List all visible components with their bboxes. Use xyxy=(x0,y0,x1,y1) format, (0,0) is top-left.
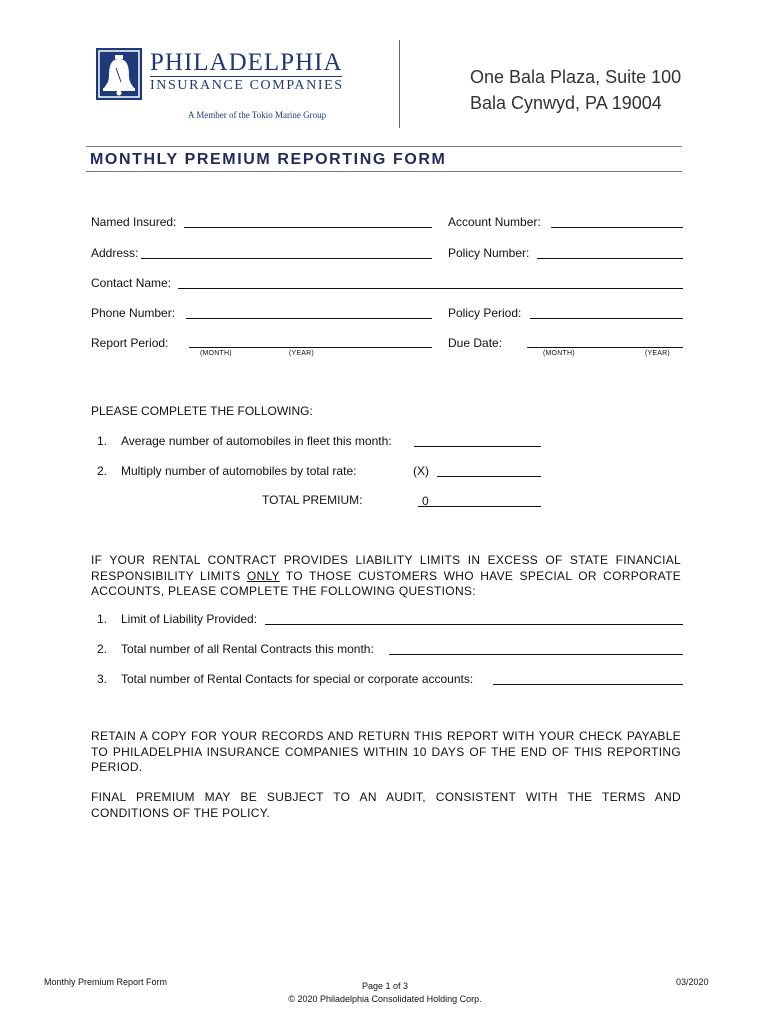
due-date-label: Due Date: xyxy=(448,336,503,350)
instructions-only-emphasis: ONLY xyxy=(246,568,280,583)
liability-limit-field[interactable] xyxy=(265,624,683,625)
q1-label: Limit of Liability Provided: xyxy=(121,612,258,626)
report-year-hint: (YEAR) xyxy=(289,350,314,357)
title-top-rule xyxy=(86,146,682,147)
rental-contracts-field[interactable] xyxy=(389,654,683,655)
policy-period-field[interactable] xyxy=(530,318,683,319)
footer-date: 03/2020 xyxy=(676,977,709,987)
due-month-hint: (MONTH) xyxy=(543,350,575,357)
company-address xyxy=(470,64,681,116)
retain-copy-notice: RETAIN A COPY FOR YOUR RECORDS AND RETURN THIS REPORT WITH YOUR CHECK PAYABLE TO PHILADELPHIA INSURANCE COMPANIES WITHIN 10 DAYS OF THE END OF THIS REPORTING PERIOD. xyxy=(91,729,681,774)
report-period-label: Report Period: xyxy=(91,336,169,350)
item2-number: 2. xyxy=(97,464,108,478)
item1-number: 1. xyxy=(97,434,108,448)
rental-contract-instructions xyxy=(91,553,681,600)
account-number-label: Account Number: xyxy=(448,215,541,229)
account-number-field[interactable] xyxy=(551,227,683,228)
instructions-part-1: IF YOUR RENTAL CONTRACT PROVIDES LIABILITY LIMITS IN EXCESS OF STATE FINANCIAL RESPONSIBILITY LIMITS xyxy=(91,553,681,583)
policy-number-label: Policy Number: xyxy=(448,246,530,260)
instructions-part-2: TO THOSE CUSTOMERS WHO HAVE SPECIAL OR CORPORATE ACCOUNTS, PLEASE COMPLETE THE FOLLOWING QUESTIONS: xyxy=(91,568,682,598)
q2-label: Total number of all Rental Contracts this month: xyxy=(121,642,374,656)
company-name: PHILADELPHIA xyxy=(150,49,343,76)
due-year-hint: (YEAR) xyxy=(645,350,670,357)
due-date-field[interactable] xyxy=(527,347,683,348)
total-premium-field[interactable] xyxy=(418,506,541,507)
policy-period-label: Policy Period: xyxy=(448,306,522,320)
phone-number-label: Phone Number: xyxy=(91,306,176,320)
form-title: MONTHLY PREMIUM REPORTING FORM xyxy=(90,151,447,168)
item2-label: Multiply number of automobiles by total rate: xyxy=(121,464,357,478)
header-divider xyxy=(399,40,400,128)
report-period-field[interactable] xyxy=(189,347,432,348)
footer-copyright: © 2020 Philadelphia Consolidated Holding Corp. xyxy=(288,994,482,1004)
report-month-hint: (MONTH) xyxy=(200,350,232,357)
q2-number: 2. xyxy=(97,642,108,656)
q3-number: 3. xyxy=(97,672,108,686)
named-insured-field[interactable] xyxy=(184,227,432,228)
address-line-2: Bala Cynwyd, PA 19004 xyxy=(470,93,662,113)
item1-label: Average number of automobiles in fleet this month: xyxy=(121,434,392,448)
footer-form-name: Monthly Premium Report Form xyxy=(44,977,168,987)
company-subname: INSURANCE COMPANIES xyxy=(150,78,344,93)
policy-number-field[interactable] xyxy=(537,258,683,259)
special-accounts-field[interactable] xyxy=(493,684,683,685)
contact-name-label: Contact Name: xyxy=(91,276,172,290)
audit-notice: FINAL PREMIUM MAY BE SUBJECT TO AN AUDIT, CONSISTENT WITH THE TERMS AND CONDITIONS OF THE POLICY. xyxy=(91,790,681,820)
multiplier-sign: (X) xyxy=(413,464,429,478)
total-rate-field[interactable] xyxy=(437,476,541,477)
company-logo xyxy=(92,44,352,126)
q3-label: Total number of Rental Contacts for special or corporate accounts: xyxy=(121,672,474,686)
footer-page-number: Page 1 of 3 xyxy=(361,981,409,991)
total-premium-value: 0 xyxy=(422,494,429,508)
named-insured-label: Named Insured: xyxy=(91,215,177,229)
section1-heading: PLEASE COMPLETE THE FOLLOWING: xyxy=(91,404,313,418)
liberty-bell-icon xyxy=(96,48,142,100)
address-label: Address: xyxy=(91,246,139,260)
logo-rule xyxy=(150,76,342,77)
contact-name-field[interactable] xyxy=(178,288,683,289)
title-bottom-rule xyxy=(86,171,682,172)
fleet-count-field[interactable] xyxy=(414,446,541,447)
q1-number: 1. xyxy=(97,612,108,626)
total-premium-label: TOTAL PREMIUM: xyxy=(262,493,363,507)
address-field[interactable] xyxy=(141,258,432,259)
address-line-1: One Bala Plaza, Suite 100 xyxy=(470,67,682,87)
company-tagline: A Member of the Tokio Marine Group xyxy=(188,110,327,120)
phone-number-field[interactable] xyxy=(186,318,432,319)
